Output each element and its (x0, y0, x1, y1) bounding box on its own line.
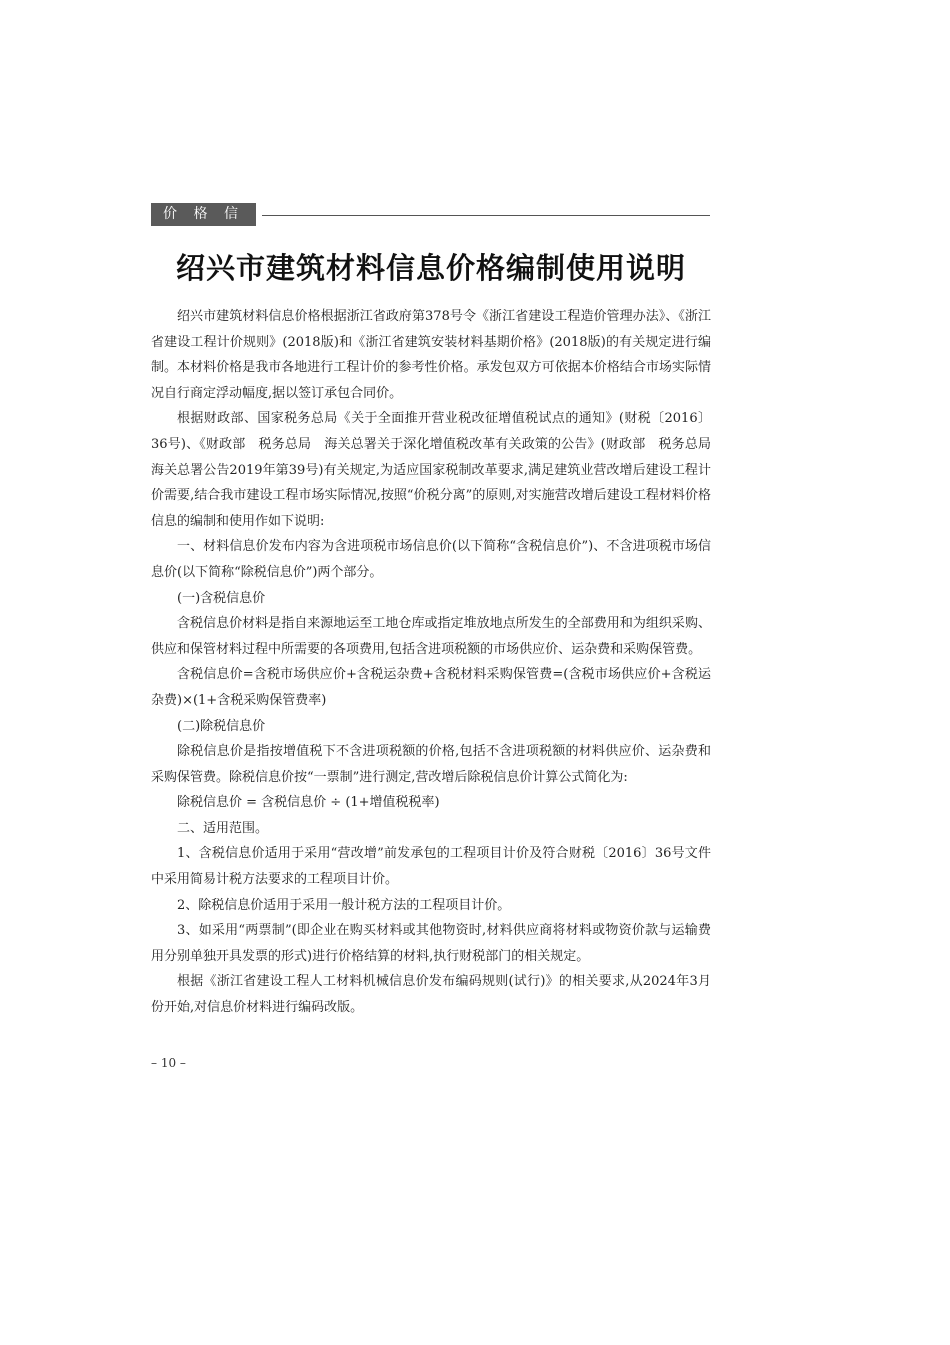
document-body (151, 304, 725, 1021)
paragraph-section-one: 一、材料信息价发布内容为含进项税市场信息价(以下简称“含税信息价”)、不含进项税市场信息价(以下简称“除税信息价”)两个部分。 (151, 539, 711, 580)
scope-item-3: 3、如采用“两票制”(即企业在购买材料或其他物资时,材料供应商将材料或物资价款与运输费用分别单独开具发票的形式)进行价格结算的材料,执行财税部门的相关规定。 (151, 923, 711, 964)
subheading-scope: 二、适用范围。 (177, 820, 269, 836)
paragraph-basis: 绍兴市建筑材料信息价格根据浙江省政府第378号令《浙江省建设工程造价管理办法》、《浙江省建设工程计价规则》(2018版)和《浙江省建筑安装材料基期价格》(2018版)的有关规定进行编制。本材料价格是我市各地进行工程计价的参考性价格。承发包双方可依据本价格结合市场实际情况自行商定浮动幅度,据以签订承包合同价。 (151, 309, 711, 401)
paragraph-tax-policy: 根据财政部、国家税务总局《关于全面推开营业税改征增值税试点的通知》(财税〔2016〕36号)、《财政部 税务总局 海关总署关于深化增值税改革有关政策的公告》(财政部 税务总局 海关总署公告2019年第39号)有关规定,为适应国家税制改革要求,满足建筑业营改增后建设工程计价需要,结合我市建设工程市场实际情况,按照“价税分离”的原则,对实施营改增后建设工程材料价格信息的编制和使用作如下说明: (151, 411, 725, 529)
document-title: 绍兴市建筑材料信息价格编制使用说明 (175, 251, 686, 285)
section-tag: 价 格 信 息 (151, 203, 256, 226)
paragraph-tax-inclusive-definition: 含税信息价材料是指自来源地运至工地仓库或指定堆放地点所发生的全部费用和为组织采购、供应和保管材料过程中所需要的各项费用,包括含进项税额的市场供应价、运杂费和采购保管费。 (151, 616, 711, 657)
paragraph-coding-revision: 根据《浙江省建设工程人工材料机械信息价发布编码规则(试行)》的相关要求,从2024年3月份开始,对信息价材料进行编码改版。 (151, 974, 711, 1016)
subheading-tax-inclusive: (一)含税信息价 (177, 590, 266, 606)
section-divider (262, 215, 710, 216)
subheading-tax-exclusive: (二)除税信息价 (177, 718, 266, 734)
formula-tax-inclusive: 含税信息价=含税市场供应价+含税运杂费+含税材料采购保管费=(含税市场供应价+含税运杂费)×(1+含税采购保管费率) (151, 667, 711, 708)
scope-item-1: 1、含税信息价适用于采用“营改增”前发承包的工程项目计价及符合财税〔2016〕36号文件中采用简易计税方法要求的工程项目计价。 (151, 846, 711, 888)
page-number: – 10 – (151, 1056, 186, 1070)
paragraph-tax-exclusive-definition: 除税信息价是指按增值税下不含进项税额的价格,包括不含进项税额的材料供应价、运杂费和采购保管费。除税信息价按“一票制”进行测定,营改增后除税信息价计算公式简化为: (151, 744, 711, 785)
scope-item-2: 2、除税信息价适用于采用一般计税方法的工程项目计价。 (177, 897, 511, 913)
formula-tax-exclusive: 除税信息价 = 含税信息价 ÷ (1+增值税税率) (177, 795, 440, 811)
